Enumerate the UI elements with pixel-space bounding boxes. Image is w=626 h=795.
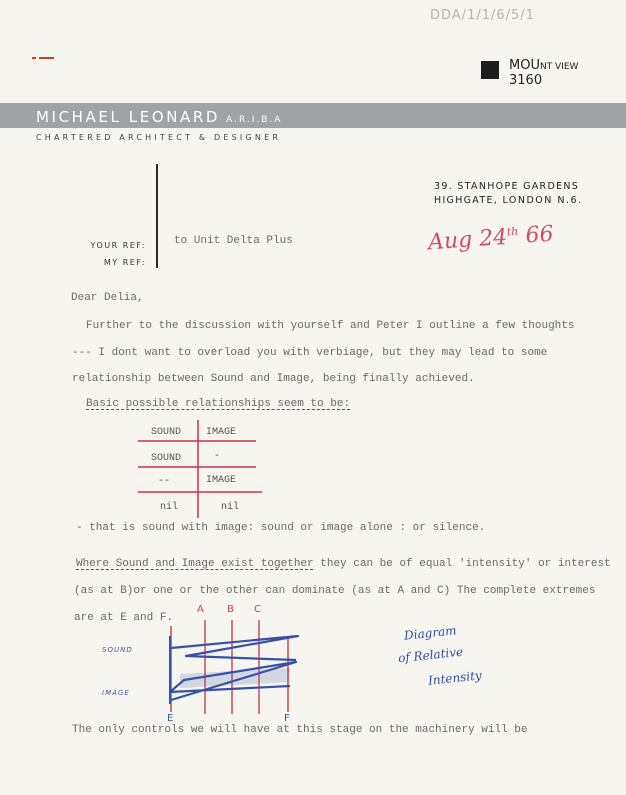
diagram-label-b: B	[227, 604, 234, 615]
basic-relationships-line: Basic possible relationships seem to be:	[86, 398, 351, 410]
letterhead-name-block	[36, 108, 282, 126]
table-cell: nil	[221, 502, 240, 513]
address-street: 39. STANHOPE GARDENS	[434, 181, 580, 192]
letterhead-name: MICHAEL LEONARD	[36, 108, 221, 126]
diagram-row-image: IMAGE	[102, 689, 130, 697]
phone-square-icon	[481, 61, 499, 79]
table-cell: -	[214, 451, 221, 462]
your-ref-label: YOUR REF:	[90, 241, 146, 250]
date-suffix: th	[506, 224, 519, 239]
diagram-label-c: C	[254, 604, 261, 615]
phone-exchange: MOU	[509, 58, 540, 73]
final-line: The only controls we will have at this stage on the machinery will be	[72, 724, 528, 736]
table-cell: nil	[160, 502, 179, 513]
phone-exchange-rest: NT VIEW	[539, 62, 579, 72]
date-month-day: Aug 24	[427, 224, 508, 256]
salutation: Dear Delia,	[71, 292, 144, 304]
phone-block	[509, 59, 578, 88]
intensity-diagram	[140, 596, 310, 728]
diagram-note-line1: Diagram	[403, 623, 458, 643]
paragraph2-lead: Where Sound and Image exist together	[76, 558, 314, 570]
my-ref-label: MY REF:	[103, 258, 146, 267]
handwritten-date	[427, 222, 554, 256]
diagram-note-line2: of Relative	[397, 644, 464, 666]
paragraph1-line3: relationship between Sound and Image, being finally achieved.	[72, 373, 475, 385]
sender-address	[434, 180, 583, 208]
date-year: 66	[524, 221, 555, 249]
letterhead-qualification: A.R.I.B.A	[226, 115, 283, 125]
table-cell: --	[158, 476, 171, 487]
diagram-row-sound: SOUND	[102, 646, 133, 654]
table-header-sound: SOUND	[151, 427, 182, 438]
paragraph2-line3: are at E and F.	[74, 612, 174, 624]
red-ink-mark	[32, 57, 54, 60]
paragraph2-line2: (as at B)or one or the other can dominate (as at A and C) The complete extremes	[74, 585, 596, 597]
relationship-table	[138, 420, 262, 518]
diagram-image-hatch	[180, 668, 290, 688]
paragraph2-line1-rest: they can be of equal 'intensity' or interest	[313, 558, 611, 570]
table-cell: IMAGE	[206, 475, 237, 486]
letterhead-subtitle: CHARTERED ARCHITECT & DESIGNER	[36, 133, 282, 142]
archive-reference: DDA/1/1/6/5/1	[430, 8, 535, 23]
diagram-label-f: F	[284, 713, 290, 724]
paragraph2-line1	[76, 558, 611, 570]
after-table-line: - that is sound with image: sound or image alone : or silence.	[76, 522, 486, 534]
diagram-sound-wedge	[171, 636, 298, 660]
reference-divider	[156, 164, 158, 268]
diagram-label-e: E	[167, 713, 174, 724]
diagram-note-line3: Intensity	[427, 668, 483, 688]
paragraph1-line2: --- I dont want to overload you with verbiage, but they may lead to some	[72, 347, 548, 359]
diagram-label-a: A	[197, 604, 204, 615]
your-ref-value: to Unit Delta Plus	[174, 235, 293, 247]
table-header-image: IMAGE	[206, 427, 237, 438]
address-city: LONDON N.6.	[502, 195, 583, 206]
phone-number: 3160	[509, 73, 543, 88]
paragraph1-line1: Further to the discussion with yourself and Peter I outline a few thoughts	[86, 320, 575, 332]
address-area: HIGHGATE,	[434, 195, 499, 206]
table-cell: SOUND	[151, 453, 182, 464]
